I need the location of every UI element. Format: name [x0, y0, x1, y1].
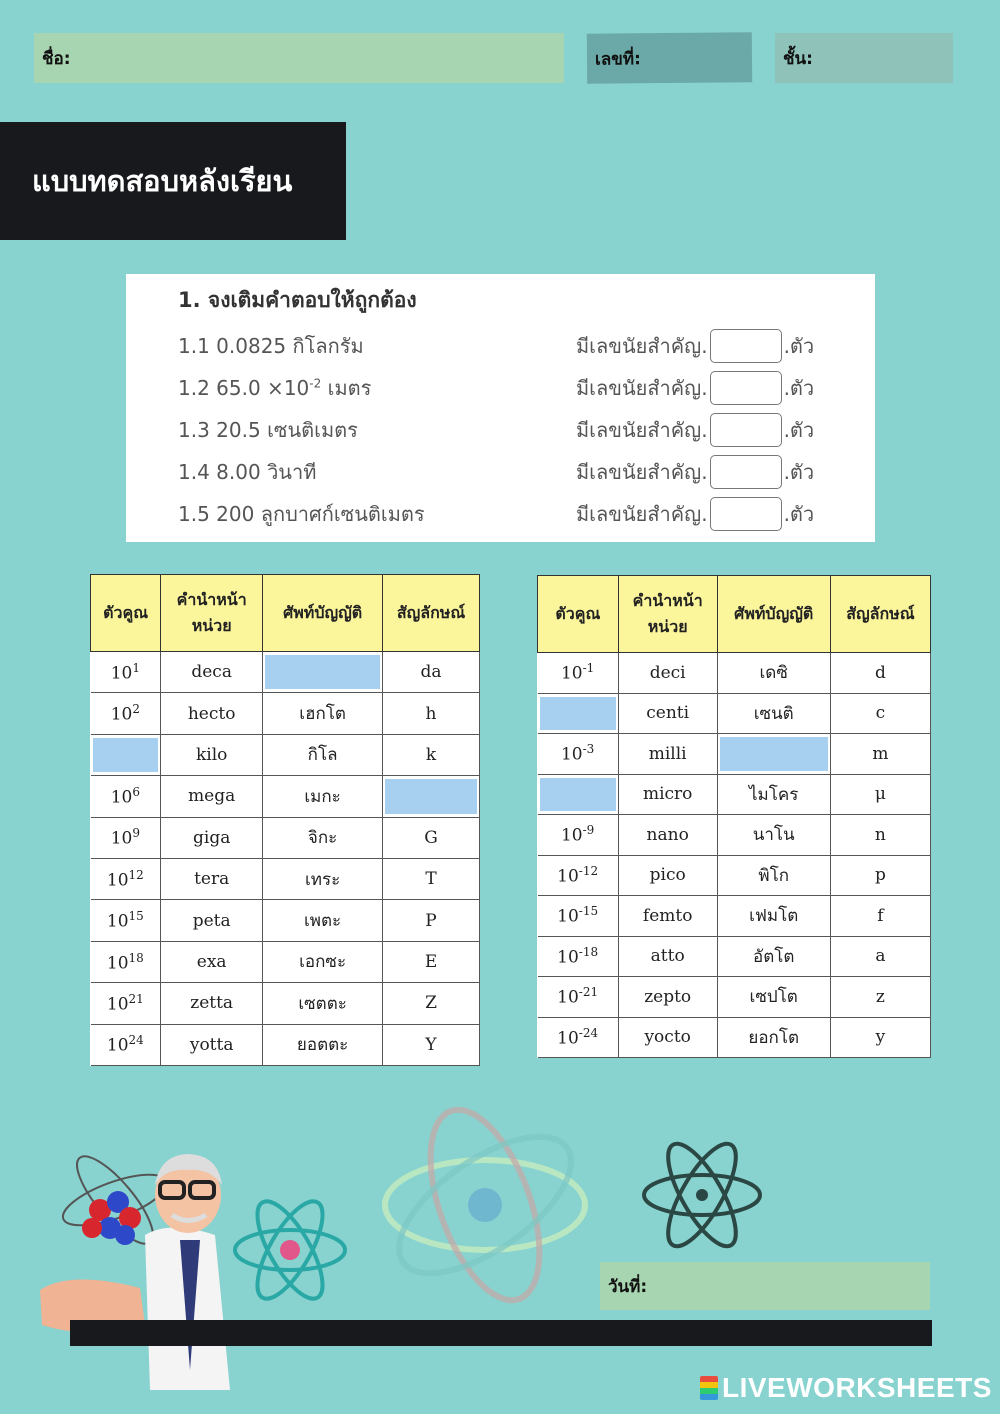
multiplier-cell	[538, 855, 619, 896]
thai-term-cell[interactable]	[717, 734, 830, 775]
column-header: ศัพท์บัญญัติ	[717, 576, 830, 653]
table-row	[538, 815, 931, 856]
multiplier-cell	[538, 815, 619, 856]
multiplier-base: 10	[557, 947, 579, 968]
multiplier-cell	[538, 896, 619, 937]
prefix-cell: zepto	[618, 977, 717, 1018]
question-heading: 1. จงเติมคำตอบให้ถูกต้อง	[178, 288, 417, 312]
answer-box[interactable]	[710, 455, 782, 489]
multiplier-cell	[91, 1024, 161, 1065]
multiplier-cell	[91, 693, 161, 734]
live-badge-icon	[700, 1376, 718, 1400]
class-label: ชั้น:	[783, 48, 813, 69]
table-row	[91, 983, 480, 1024]
multiplier-cell	[538, 977, 619, 1018]
multiplier-exponent: -24	[578, 1025, 599, 1040]
multiplier-exponent: 15	[128, 909, 144, 924]
multiplier-exponent: -12	[578, 863, 599, 878]
multiplier-base: 10	[110, 787, 133, 808]
table-row	[538, 936, 931, 977]
prefix-cell: atto	[618, 936, 717, 977]
multiplier-base: 10	[110, 663, 133, 684]
multiplier-cell	[91, 858, 161, 899]
symbol-cell: z	[830, 977, 930, 1018]
question-number: 1.3	[178, 418, 210, 442]
table-header-row	[538, 576, 931, 653]
thai-term-cell: เอกซะ	[263, 941, 383, 982]
question-unit: กิโลกรัม	[292, 334, 364, 358]
table-row	[538, 693, 931, 734]
table-row	[91, 693, 480, 734]
multiplier-cell[interactable]	[91, 734, 161, 775]
prefix-cell: nano	[618, 815, 717, 856]
multiplier-base: 10	[106, 870, 129, 891]
sig-suffix: .ตัว	[783, 334, 815, 358]
multiplier-base: 10	[110, 704, 133, 725]
question-number: 1.2	[178, 376, 210, 400]
multiplier-exponent: -3	[582, 742, 595, 757]
question-value: 8.00	[216, 460, 261, 484]
multiplier-exponent: 1	[132, 660, 140, 675]
prefix-cell: femto	[618, 896, 717, 937]
sig-figures-prompt	[576, 497, 814, 531]
symbol-cell: P	[383, 900, 480, 941]
question-unit: เมตร	[327, 376, 372, 400]
column-header: ศัพท์บัญญัติ	[263, 575, 383, 652]
multiplier-base: 10	[560, 664, 583, 685]
table-row	[91, 817, 480, 858]
question-value: 65.0 ×10	[216, 376, 310, 400]
multiplier-base: 10	[106, 911, 129, 932]
sig-prefix: มีเลขนัยสำคัญ.	[576, 502, 708, 526]
question-text	[178, 414, 358, 446]
question-exponent: -2	[309, 376, 322, 391]
thai-term-cell: เดซิ	[717, 653, 830, 694]
prefix-cell: exa	[161, 941, 263, 982]
symbol-cell: E	[383, 941, 480, 982]
multiplier-exponent: -9	[582, 823, 595, 838]
question-text	[178, 330, 364, 362]
multiplier-exponent: 21	[128, 991, 144, 1006]
answer-blank[interactable]	[265, 655, 380, 689]
atom-large-icon	[380, 1090, 590, 1320]
multiplier-exponent: -1	[582, 661, 595, 676]
symbol-cell: Z	[383, 983, 480, 1024]
logo-text: LIVEWORKSHEETS	[722, 1372, 992, 1403]
table-row	[538, 855, 931, 896]
sig-prefix: มีเลขนัยสำคัญ.	[576, 376, 708, 400]
atom-dark-icon	[640, 1140, 764, 1250]
thai-term-cell: ไมโคร	[717, 774, 830, 815]
multiplier-exponent: -15	[578, 904, 599, 919]
symbol-cell: da	[383, 652, 480, 693]
thai-term-cell: เซตตะ	[263, 983, 383, 1024]
thai-term-cell[interactable]	[263, 652, 383, 693]
multiplier-cell	[91, 817, 161, 858]
date-label: วันที่:	[608, 1276, 648, 1297]
question-row	[178, 409, 875, 451]
symbol-cell: h	[383, 693, 480, 734]
symbol-cell: y	[830, 1017, 930, 1058]
question-text	[178, 498, 425, 530]
sig-figures-prompt	[576, 413, 814, 447]
symbol-cell: k	[383, 734, 480, 775]
thai-term-cell: เซปโต	[717, 977, 830, 1018]
question-value: 20.5	[216, 418, 261, 442]
name-field[interactable]	[34, 33, 564, 83]
multiplier-base: 10	[557, 907, 579, 928]
thai-term-cell: เฟมโต	[717, 896, 830, 937]
multiplier-cell	[538, 734, 619, 775]
sig-suffix: .ตัว	[783, 376, 815, 400]
thai-term-cell: เทระ	[263, 858, 383, 899]
thai-term-cell: พิโก	[717, 855, 830, 896]
multiplier-exponent: 24	[128, 1033, 144, 1048]
table-row	[538, 1017, 931, 1058]
table-row	[538, 896, 931, 937]
multiplier-cell	[91, 983, 161, 1024]
answer-box[interactable]	[710, 413, 782, 447]
number-label: เลขที่:	[594, 48, 641, 70]
thai-term-cell: ยอตตะ	[263, 1024, 383, 1065]
multiplier-base: 10	[557, 1028, 579, 1049]
thai-term-cell: เฮกโต	[263, 693, 383, 734]
name-label: ชื่อ:	[42, 48, 71, 69]
sig-suffix: .ตัว	[783, 502, 815, 526]
multiplier-base: 10	[106, 953, 129, 974]
thai-term-cell: ยอกโต	[717, 1017, 830, 1058]
thai-term-cell: อัตโต	[717, 936, 830, 977]
prefix-cell: deci	[618, 653, 717, 694]
multiplier-cell	[538, 936, 619, 977]
scientist-illustration	[30, 1140, 250, 1390]
symbol-cell: G	[383, 817, 480, 858]
multiplier-base: 10	[106, 994, 129, 1015]
question-unit: เซนติเมตร	[267, 418, 358, 442]
sig-prefix: มีเลขนัยสำคัญ.	[576, 334, 708, 358]
multiplier-exponent: 18	[128, 950, 144, 965]
large-prefix-table	[90, 574, 480, 1066]
prefix-cell: yocto	[618, 1017, 717, 1058]
table-row	[91, 734, 480, 775]
table-header-row	[91, 575, 480, 652]
multiplier-exponent: 12	[128, 867, 144, 882]
multiplier-exponent: -21	[578, 985, 599, 1000]
question-number: 1.1	[178, 334, 210, 358]
multiplier-cell	[91, 900, 161, 941]
symbol-cell: a	[830, 936, 930, 977]
date-field[interactable]	[600, 1262, 930, 1310]
multiplier-base: 10	[557, 866, 579, 887]
prefix-cell: milli	[618, 734, 717, 775]
sig-figures-prompt	[576, 455, 814, 489]
question-text	[178, 372, 371, 404]
multiplier-base: 10	[106, 1036, 129, 1057]
prefix-cell: pico	[618, 855, 717, 896]
question-row	[178, 367, 875, 409]
table-row	[91, 776, 480, 817]
symbol-cell: n	[830, 815, 930, 856]
question-panel	[126, 274, 875, 542]
multiplier-base: 10	[557, 988, 579, 1009]
multiplier-exponent: 2	[132, 702, 140, 717]
page-title: แบบทดสอบหลังเรียน	[32, 164, 293, 198]
multiplier-exponent: 9	[132, 826, 140, 841]
number-field[interactable]	[587, 32, 752, 83]
thai-term-cell: เซนติ	[717, 693, 830, 734]
sig-prefix: มีเลขนัยสำคัญ.	[576, 460, 708, 484]
sig-suffix: .ตัว	[783, 418, 815, 442]
multiplier-cell[interactable]	[538, 693, 619, 734]
thai-term-cell: จิกะ	[263, 817, 383, 858]
question-value: 200	[216, 502, 255, 526]
multiplier-base: 10	[560, 826, 583, 847]
question-row	[178, 325, 875, 367]
multiplier-base: 10	[560, 745, 583, 766]
multiplier-exponent: -18	[578, 944, 599, 959]
question-row	[178, 451, 875, 493]
thai-term-cell: เพตะ	[263, 900, 383, 941]
sig-suffix: .ตัว	[783, 460, 815, 484]
column-header: คำนำหน้าหน่วย	[618, 576, 717, 653]
prefix-cell: giga	[161, 817, 263, 858]
question-unit: ลูกบาศก์เซนติเมตร	[260, 502, 425, 526]
thai-term-cell: กิโล	[263, 734, 383, 775]
question-number: 1.5	[178, 502, 210, 526]
question-row	[178, 493, 875, 535]
multiplier-exponent: 6	[132, 785, 140, 800]
table-row	[538, 734, 931, 775]
question-value: 0.0825	[216, 334, 287, 358]
symbol-cell: Y	[383, 1024, 480, 1065]
prefix-cell: zetta	[161, 983, 263, 1024]
prefix-cell: yotta	[161, 1024, 263, 1065]
symbol-cell: c	[830, 693, 930, 734]
multiplier-cell	[91, 776, 161, 817]
class-field[interactable]	[775, 33, 953, 83]
prefix-cell: hecto	[161, 693, 263, 734]
answer-blank[interactable]	[720, 737, 828, 771]
answer-box[interactable]	[710, 497, 782, 531]
table-row	[538, 977, 931, 1018]
multiplier-cell[interactable]	[538, 774, 619, 815]
column-header: ตัวคูณ	[91, 575, 161, 652]
answer-blank[interactable]	[540, 697, 616, 731]
prefix-cell: centi	[618, 693, 717, 734]
small-prefix-table	[537, 575, 931, 1058]
thai-term-cell: นาโน	[717, 815, 830, 856]
answer-blank[interactable]	[385, 779, 477, 813]
answer-blank[interactable]	[540, 778, 616, 812]
sig-figures-prompt	[576, 329, 814, 363]
answer-box[interactable]	[710, 371, 782, 405]
table-row	[538, 653, 931, 694]
question-text	[178, 456, 316, 488]
sig-prefix: มีเลขนัยสำคัญ.	[576, 418, 708, 442]
prefix-cell: kilo	[161, 734, 263, 775]
thai-term-cell: เมกะ	[263, 776, 383, 817]
footer-bar	[70, 1320, 932, 1346]
table-row	[91, 900, 480, 941]
symbol-cell: f	[830, 896, 930, 937]
table-row	[91, 858, 480, 899]
prefix-cell: tera	[161, 858, 263, 899]
table-row	[538, 774, 931, 815]
prefix-cell: peta	[161, 900, 263, 941]
column-header: สัญลักษณ์	[830, 576, 930, 653]
column-header: สัญลักษณ์	[383, 575, 480, 652]
multiplier-cell	[91, 941, 161, 982]
prefix-cell: mega	[161, 776, 263, 817]
prefix-cell: deca	[161, 652, 263, 693]
sig-figures-prompt	[576, 371, 814, 405]
symbol-cell: p	[830, 855, 930, 896]
column-header: ตัวคูณ	[538, 576, 619, 653]
question-unit: วินาที	[267, 460, 317, 484]
symbol-cell: m	[830, 734, 930, 775]
symbol-cell: μ	[830, 774, 930, 815]
multiplier-cell	[538, 1017, 619, 1058]
symbol-cell: d	[830, 653, 930, 694]
column-header: คำนำหน้าหน่วย	[161, 575, 263, 652]
multiplier-cell	[538, 653, 619, 694]
table-row	[91, 941, 480, 982]
symbol-cell[interactable]	[383, 776, 480, 817]
answer-box[interactable]	[710, 329, 782, 363]
table-row	[91, 652, 480, 693]
multiplier-base: 10	[110, 829, 133, 850]
multiplier-cell	[91, 652, 161, 693]
symbol-cell: T	[383, 858, 480, 899]
table-row	[91, 1024, 480, 1065]
answer-blank[interactable]	[93, 738, 159, 772]
prefix-cell: micro	[618, 774, 717, 815]
question-number: 1.4	[178, 460, 210, 484]
title-banner	[0, 122, 346, 240]
liveworksheets-logo[interactable]	[700, 1372, 992, 1404]
